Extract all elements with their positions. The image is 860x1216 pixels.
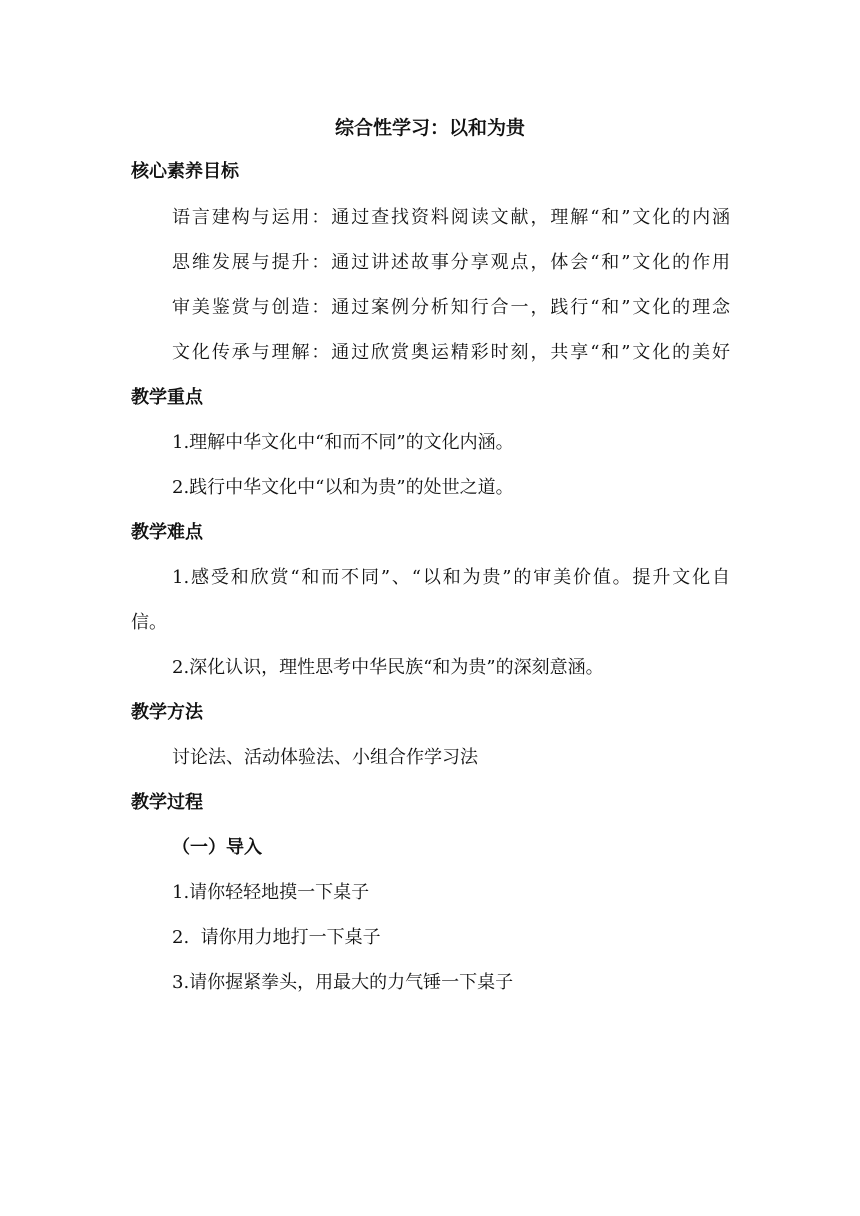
goals-heading: 核心素养目标	[131, 161, 239, 182]
goal-item: 审美鉴赏与创造：通过案例分析知行合一，践行“和”文化的理念	[172, 297, 730, 318]
key-point-item: 2.践行中华文化中“以和为贵”的处世之道。	[172, 477, 514, 498]
methods-heading: 教学方法	[131, 702, 203, 723]
key-point-item: 1.理解中华文化中“和而不同”的文化内涵。	[172, 432, 514, 453]
process-item: 1.请你轻轻地摸一下桌子	[172, 882, 370, 903]
difficulty-item-line: 信。	[131, 612, 167, 633]
goal-item: 思维发展与提升：通过讲述故事分享观点，体会“和”文化的作用	[172, 252, 730, 273]
process-item: 3.请你握紧拳头，用最大的力气锤一下桌子	[172, 972, 514, 993]
process-item: 2. 请你用力地打一下桌子	[172, 927, 381, 948]
key-points-heading: 教学重点	[131, 387, 203, 408]
document-title: 综合性学习：以和为贵	[334, 117, 525, 139]
difficulties-heading: 教学难点	[131, 522, 203, 543]
process-heading: 教学过程	[131, 792, 203, 813]
process-sub-heading: （一）导入	[172, 837, 262, 858]
goal-item: 语言建构与运用：通过查找资料阅读文献，理解“和”文化的内涵	[172, 207, 730, 228]
difficulty-item: 2.深化认识，理性思考中华民族“和为贵”的深刻意涵。	[172, 657, 604, 678]
goal-item: 文化传承与理解：通过欣赏奥运精彩时刻，共享“和”文化的美好	[172, 342, 730, 363]
methods-text: 讨论法、活动体验法、小组合作学习法	[172, 747, 478, 768]
difficulty-item-line: 1.感受和欣赏“和而不同”、“以和为贵”的审美价值。提升文化自	[172, 567, 730, 588]
